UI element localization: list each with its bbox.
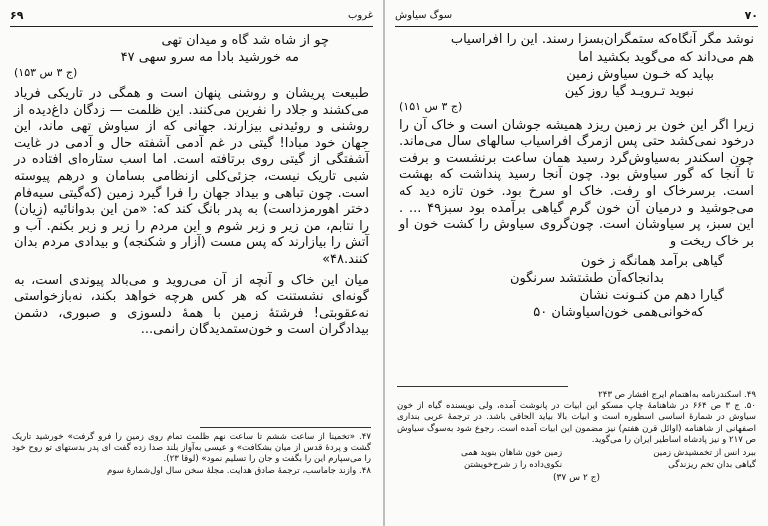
right-footnote-verse-reference: (ج ۲ س ۳۷) [553, 473, 600, 484]
right-verse-1-line-1: هم می‌داند که می‌گوید بکشید اما [578, 49, 754, 65]
right-verse-2-line-1: گیاهی برآمد همانگه ز خون [580, 254, 724, 270]
left-footnotes [12, 432, 371, 477]
left-page [0, 0, 383, 526]
right-verse-2-line-4: که‌خوانی‌همی خون‌اسیاوشان ۵۰ [533, 305, 704, 321]
left-verse [14, 32, 369, 66]
right-paragraph-top: نوشد مگر آنگاه‌که ستمگران‌بسزا رسند. این را افراسیاب [450, 32, 754, 47]
right-footnote-rule [397, 386, 568, 387]
left-page-number: ۶۹ [10, 9, 24, 22]
left-running-head: غروب [348, 10, 373, 21]
right-footnote-verse-line-4: نکوی‌داده را ز شرح‌خویشتن [463, 459, 563, 470]
right-verse-1-line-3: نبوید تـرویـد گیا روز کین [564, 83, 694, 99]
left-footnote-rule [200, 427, 371, 428]
right-page-number: ۷۰ [744, 9, 758, 22]
right-footnote-verse-col-1 [591, 448, 756, 471]
right-verse-1-line-2: بپاید که خـون سیاوش زمین [566, 66, 714, 82]
right-verse-1-reference: (ج ۳ س ۱۵۱) [399, 99, 463, 113]
right-footnote-49: ۴۹. اسکندرنامه به‌اهتمام ایرج افشار ص ۲۴۳ [598, 390, 756, 400]
right-page-header [395, 8, 758, 27]
right-verse-1 [399, 49, 754, 100]
left-footnote-47: ۴۷. «تخمینا از ساعت ششم تا ساعت نهم ظلمت تمام روی زمین را فرو گرفت» خورشید تاریک گشت و پردهٔ قدس از میان بشکافت» و عیسی به‌آواز بلند صدا زده گفت ای پدر بدستهای تو روح خود را می‌سپارم این را بگفت و جان را تسلیم نمود» (لوقا ۲۳). [12, 432, 371, 465]
left-paragraph-2: میان این خاک و آنچه از آن می‌روید و می‌بالد پیوندی است، به گونه‌ای نشستنت که هر کس هرچه خواهد بکند، نه‌بازخواستی نه‌عقوبتی! فرشتهٔ زمین با همهٔ دلسوزی و صبوری، دشمن بیدادگران است و خون‌ستمدیدگان رانمی... [14, 272, 369, 338]
right-verse-2 [399, 253, 754, 321]
left-page-body [14, 32, 369, 339]
left-footnote-48: ۴۸. وازند جاماسب، ترجمهٔ صادق هدایت. مجلهٔ سخن سال اول‌شمارهٔ سوم [106, 465, 371, 476]
right-paragraph: زیرا اگر این خون بر زمین ریزد همیشه جوشان است و خاک آن را درخود نمی‌کشد حتی پس ازمرگ افراسیاب سالهای سال می‌ماند. چون اسکندر به‌سیاوش‌گرد رسید همان ساعت برنشست و برفت تا آنجا که گور سیاوش بود. چون آنجا رسید پنداشت که بهشت است. برسرخاک او رفت. خاک او سرخ بود. خون تازه دید که می‌جوشید و درمیان آن خون گرم گیاهی برآمده بود سبز۴۹ ... . این سبز، پر سیاوشان است. چون‌گروی سیاوش را کشت خون او بر خاک ریخت و [399, 117, 754, 249]
right-verse-2-line-2: بدانجاکه‌آن طشتشد سرنگون [509, 271, 664, 287]
right-footnote-verse [397, 448, 756, 471]
right-footnote-verse-line-1: ببرد انس از تخمشیدش زمین [653, 448, 756, 459]
right-footnote-verse-line-3: زمین خون شاهان بنوید همی [460, 448, 563, 459]
left-page-header [10, 8, 373, 27]
right-page [385, 0, 768, 526]
left-verse-line-2: مه خورشید بادا مه سرو سهی ۴۷ [120, 50, 299, 65]
right-footnotes [397, 390, 756, 485]
right-footnote-verse-col-2 [397, 448, 562, 471]
right-verse-2-line-3: گیارا دهم من کنـونت نشان [579, 288, 724, 304]
left-verse-line-1: چو از شاه شد گاه و میدان تهی [161, 33, 329, 48]
right-footnote-50: ۵۰. ج ۳ ص ۶۶۴ در شاهنامهٔ چاپ مسکو این ابیات در پانوشت آمده، ولی نویسنده گیاه از خون سیاوش در شمارۀ اساسی اسطوره است و ابیات بالا بیاید الحاقی باشد. در ترجمهٔ عربی بنداری اصفهانی از شاهنامه (اوائل قرن هفتم) نیز مضمون این ابیات آمده است. رجوع شود به‌سوگ سیاوش ص ۲۱۷ و نیز پادشاه اساطیر ایران را می‌گوید. [397, 401, 756, 445]
right-page-body [399, 32, 754, 321]
right-footnote-verse-line-2: گیاهی بدان تخم ریزندگی [668, 459, 756, 470]
left-paragraph-1: طبیعت پریشان و روشنی پنهان است و همگی در تاریکی فریاد می‌کشند و جلاد را نفرین می‌کنند. این ظلمت — زدگان داغ‌دیده از روشنی و روئیدنی بیزارند. جهانی که از سیاوش تهی ماند، این جهان خود مبادا! گیتی در غم آدمی آشفته حال و آدمی در غایت آشفتگی از گیتی روی برتافته است. اما اسب ستاره‌ای افتاده در شبی تاریک نیست، جزئی‌کلی ازنظامی بسامان و درهم پیوسته است. چون تباهی و بیداد جهان را فرا گیرد زمین (که‌گیتی سیه‌فام دختر اهورمزداست) به پدر بانگ کند که: «من این بدوانائیه (زیان) را نتابم، من زیر و زبر شوم و این مردم را زیر و زبر بکنم. آب و آتش را بیازارند که پس مست (آزار و شکنجه) و بیدادی مردم بدان کنند.۴۸» [14, 86, 369, 267]
right-running-head: سوگ سیاوش [395, 10, 453, 21]
left-verse-reference: (ج ۳ س ۱۵۳) [14, 66, 78, 79]
